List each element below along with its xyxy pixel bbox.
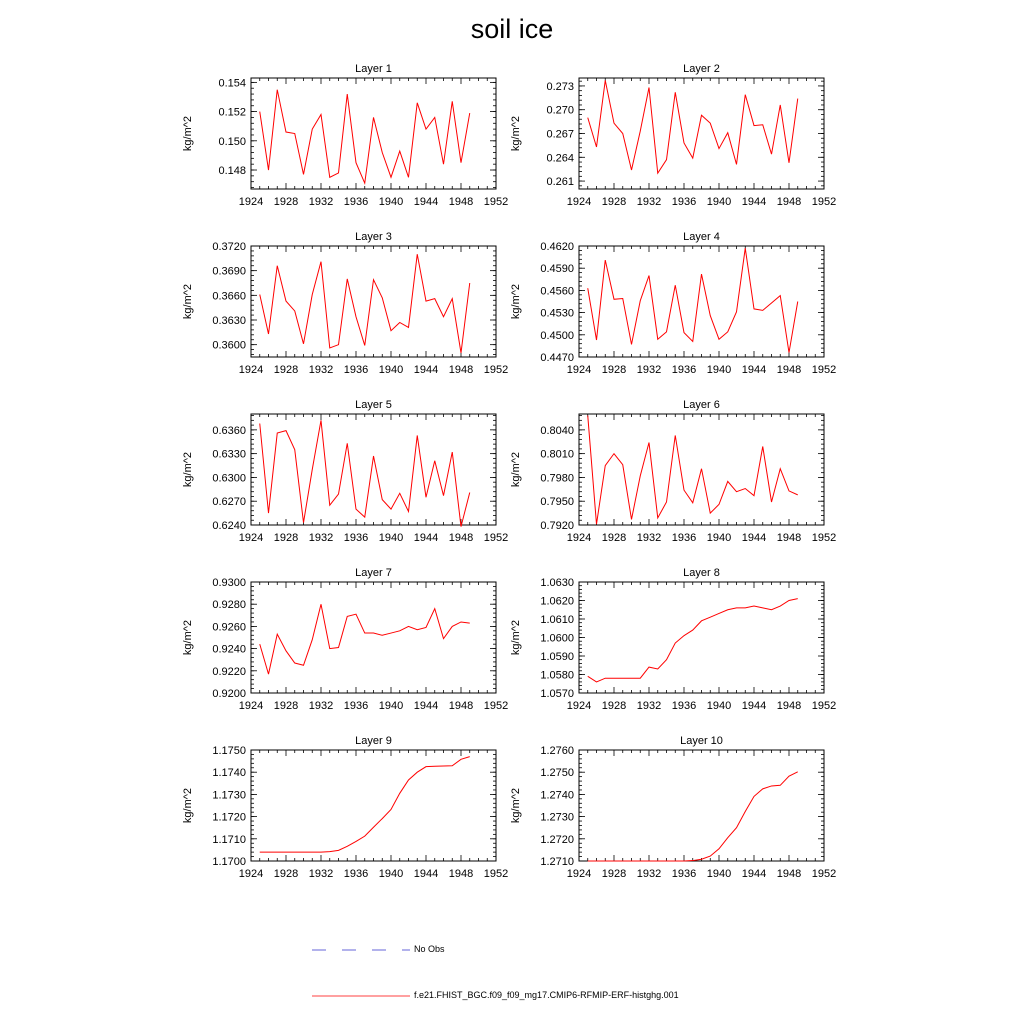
x-tick-label: 1936 (343, 532, 369, 544)
y-tick-label: 1.1700 (212, 856, 246, 868)
y-tick-label: 0.8010 (540, 448, 574, 461)
y-tick-label: 0.3720 (212, 241, 246, 253)
y-tick-label: 0.6270 (212, 496, 246, 509)
x-tick-label: 1932 (308, 868, 334, 880)
y-tick-label: 0.261 (546, 176, 574, 189)
y-tick-label: 0.4500 (540, 329, 574, 342)
x-tick-label: 1928 (273, 532, 299, 544)
x-tick-label: 1936 (343, 364, 369, 376)
x-tick-label: 1932 (636, 364, 662, 376)
x-tick-label: 1928 (601, 364, 627, 376)
x-tick-label: 1944 (413, 364, 439, 376)
x-tick-label: 1932 (636, 700, 662, 712)
x-tick-label: 1936 (343, 868, 369, 880)
x-tick-label: 1940 (378, 196, 404, 208)
x-tick-label: 1944 (413, 868, 439, 880)
panel-title: Layer 10 (680, 735, 723, 747)
y-tick-label: 1.2740 (540, 789, 574, 802)
y-tick-label: 0.9220 (212, 665, 246, 678)
y-axis-label: kg/m^2 (182, 115, 194, 152)
x-tick-label: 1944 (413, 700, 439, 712)
y-tick-label: 0.264 (546, 152, 574, 165)
x-tick-label: 1948 (448, 700, 474, 712)
x-tick-label: 1936 (671, 364, 697, 376)
x-tick-label: 1932 (308, 700, 334, 712)
y-tick-label: 0.7980 (540, 472, 574, 485)
x-tick-label: 1952 (483, 700, 509, 712)
y-tick-label: 0.9240 (212, 643, 246, 656)
x-tick-label: 1932 (636, 532, 662, 544)
y-axis-label: kg/m^2 (510, 283, 522, 320)
x-tick-label: 1940 (706, 196, 732, 208)
y-tick-label: 1.0630 (540, 577, 574, 589)
x-tick-label: 1940 (706, 364, 732, 376)
x-tick-label: 1932 (308, 532, 334, 544)
y-tick-label: 1.0580 (540, 669, 574, 682)
x-tick-label: 1948 (776, 700, 802, 712)
y-axis-label: kg/m^2 (510, 451, 522, 488)
y-tick-label: 0.150 (218, 135, 246, 148)
y-tick-label: 1.0610 (540, 614, 574, 626)
x-tick-label: 1936 (671, 196, 697, 208)
y-tick-label: 1.2720 (540, 833, 574, 846)
y-tick-label: 0.6240 (212, 520, 246, 532)
y-tick-label: 0.4530 (540, 307, 574, 320)
x-tick-label: 1928 (601, 196, 627, 208)
y-tick-label: 0.273 (546, 80, 574, 93)
panel-title: Layer 5 (355, 399, 392, 411)
y-tick-label: 0.4560 (540, 285, 574, 298)
x-tick-label: 1924 (566, 868, 592, 880)
x-tick-label: 1924 (566, 196, 592, 208)
x-tick-label: 1940 (378, 868, 404, 880)
y-tick-label: 0.4620 (540, 241, 574, 253)
x-tick-label: 1944 (741, 196, 767, 208)
y-tick-label: 1.1750 (212, 745, 246, 757)
y-axis-label: kg/m^2 (182, 619, 194, 656)
panel-title: Layer 1 (355, 63, 392, 75)
x-tick-label: 1924 (566, 364, 592, 376)
x-tick-label: 1948 (448, 364, 474, 376)
x-tick-label: 1944 (741, 868, 767, 880)
x-tick-label: 1952 (483, 196, 509, 208)
y-tick-label: 0.3690 (212, 265, 246, 278)
y-tick-label: 1.0600 (540, 632, 574, 645)
y-tick-label: 0.9280 (212, 599, 246, 612)
y-axis-label: kg/m^2 (182, 283, 194, 320)
x-tick-label: 1928 (601, 700, 627, 712)
x-tick-label: 1928 (273, 196, 299, 208)
y-tick-label: 1.1730 (212, 789, 246, 802)
x-tick-label: 1924 (238, 868, 264, 880)
x-tick-label: 1924 (238, 700, 264, 712)
x-tick-label: 1928 (601, 532, 627, 544)
x-tick-label: 1940 (706, 868, 732, 880)
x-tick-label: 1924 (238, 364, 264, 376)
y-tick-label: 0.270 (546, 104, 574, 117)
y-axis-label: kg/m^2 (510, 115, 522, 152)
panel-title: Layer 3 (355, 231, 392, 243)
x-tick-label: 1940 (706, 532, 732, 544)
y-tick-label: 0.6300 (212, 472, 246, 485)
y-axis-label: kg/m^2 (510, 787, 522, 824)
x-tick-label: 1948 (776, 364, 802, 376)
x-tick-label: 1928 (273, 868, 299, 880)
x-tick-label: 1936 (343, 700, 369, 712)
y-axis-label: kg/m^2 (182, 451, 194, 488)
x-tick-label: 1928 (273, 364, 299, 376)
figure-title: soil ice (470, 14, 554, 44)
y-tick-label: 0.9260 (212, 621, 246, 634)
x-tick-label: 1948 (776, 532, 802, 544)
y-tick-label: 1.2750 (540, 767, 574, 780)
x-tick-label: 1952 (483, 532, 509, 544)
y-tick-label: 1.2760 (540, 745, 574, 757)
panel-title: Layer 6 (683, 399, 720, 411)
x-tick-label: 1948 (448, 532, 474, 544)
y-tick-label: 0.4590 (540, 263, 574, 276)
y-tick-label: 0.3660 (212, 290, 246, 303)
y-tick-label: 1.1740 (212, 767, 246, 780)
legend-model-label: f.e21.FHIST_BGC.f09_f09_mg17.CMIP6-RFMIP-ERF-histghg.001 (414, 990, 679, 1000)
x-tick-label: 1936 (671, 700, 697, 712)
y-tick-label: 0.8040 (540, 424, 574, 437)
y-tick-label: 0.152 (218, 106, 246, 119)
y-tick-label: 1.0590 (540, 651, 574, 663)
y-tick-label: 0.267 (546, 128, 574, 141)
x-tick-label: 1952 (811, 364, 837, 376)
x-tick-label: 1952 (811, 532, 837, 544)
x-tick-label: 1952 (811, 868, 837, 880)
panel-title: Layer 9 (355, 735, 392, 747)
y-tick-label: 0.3630 (212, 315, 246, 327)
y-tick-label: 0.4470 (540, 352, 574, 364)
y-tick-label: 0.7950 (540, 496, 574, 509)
y-tick-label: 1.2710 (540, 856, 574, 868)
x-tick-label: 1948 (448, 868, 474, 880)
panel-title: Layer 7 (355, 567, 392, 579)
legend-obs-label: No Obs (414, 944, 445, 954)
y-tick-label: 0.154 (218, 77, 246, 90)
y-tick-label: 1.0620 (540, 595, 574, 608)
x-tick-label: 1944 (413, 532, 439, 544)
y-tick-label: 0.7920 (540, 520, 574, 532)
y-tick-label: 1.1720 (212, 811, 246, 824)
x-tick-label: 1924 (238, 532, 264, 544)
y-tick-label: 0.3600 (212, 339, 246, 352)
y-tick-label: 0.6360 (212, 424, 246, 437)
y-axis-label: kg/m^2 (510, 619, 522, 656)
x-tick-label: 1932 (308, 364, 334, 376)
x-tick-label: 1948 (776, 868, 802, 880)
x-tick-label: 1944 (741, 700, 767, 712)
x-tick-label: 1928 (273, 700, 299, 712)
x-tick-label: 1936 (671, 532, 697, 544)
x-tick-label: 1952 (811, 700, 837, 712)
y-tick-label: 0.9200 (212, 688, 246, 700)
x-tick-label: 1932 (636, 196, 662, 208)
x-tick-label: 1936 (671, 868, 697, 880)
y-axis-label: kg/m^2 (182, 787, 194, 824)
y-tick-label: 1.1710 (212, 833, 246, 846)
x-tick-label: 1928 (601, 868, 627, 880)
x-tick-label: 1952 (811, 196, 837, 208)
panel-title: Layer 2 (683, 63, 720, 75)
x-tick-label: 1940 (378, 364, 404, 376)
x-tick-label: 1944 (741, 532, 767, 544)
x-tick-label: 1944 (413, 196, 439, 208)
x-tick-label: 1924 (238, 196, 264, 208)
x-tick-label: 1948 (776, 196, 802, 208)
x-tick-label: 1940 (378, 532, 404, 544)
x-tick-label: 1932 (636, 868, 662, 880)
x-tick-label: 1932 (308, 196, 334, 208)
x-tick-label: 1948 (448, 196, 474, 208)
x-tick-label: 1924 (566, 532, 592, 544)
x-tick-label: 1940 (378, 700, 404, 712)
x-tick-label: 1924 (566, 700, 592, 712)
panel-title: Layer 8 (683, 567, 720, 579)
y-tick-label: 0.9300 (212, 577, 246, 589)
x-tick-label: 1936 (343, 196, 369, 208)
x-tick-label: 1940 (706, 700, 732, 712)
y-tick-label: 0.6330 (212, 448, 246, 461)
y-tick-label: 1.0570 (540, 688, 574, 700)
y-tick-label: 1.2730 (540, 811, 574, 824)
y-tick-label: 0.148 (218, 165, 246, 178)
x-tick-label: 1944 (741, 364, 767, 376)
x-tick-label: 1952 (483, 868, 509, 880)
panel-title: Layer 4 (683, 231, 720, 243)
x-tick-label: 1952 (483, 364, 509, 376)
